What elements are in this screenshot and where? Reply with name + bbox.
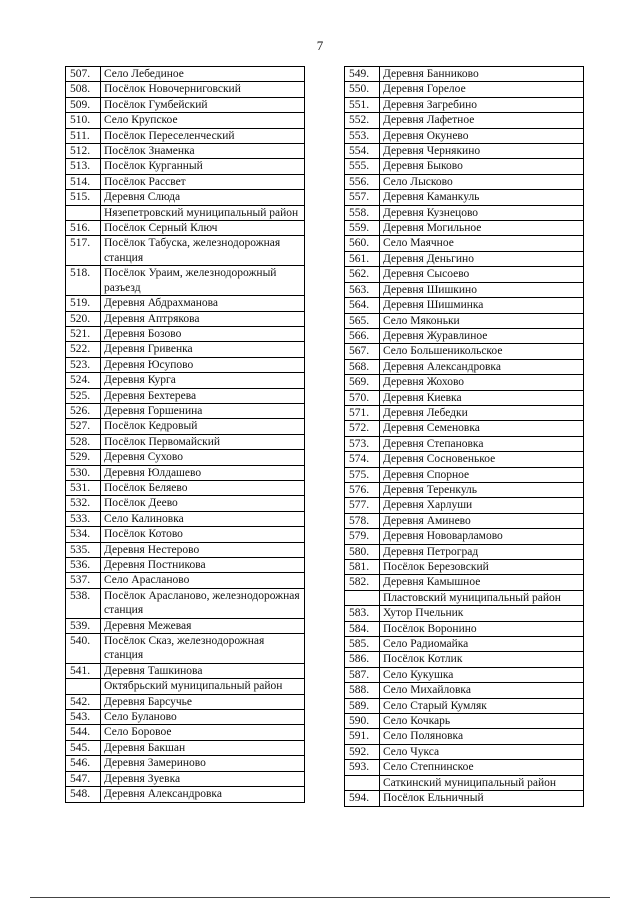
table-row	[66, 190, 305, 205]
settlement-name: Деревня Сухово	[101, 450, 305, 465]
settlement-name: Село Лебединое	[101, 67, 305, 82]
table-row	[66, 113, 305, 128]
settlement-name: Деревня Бозово	[101, 326, 305, 341]
settlement-name: Деревня Камышное	[380, 575, 584, 590]
settlement-name: Хутор Пчельник	[380, 606, 584, 621]
row-number: 540.	[66, 634, 101, 664]
table-row	[66, 388, 305, 403]
settlement-name: Посёлок Беляево	[101, 480, 305, 495]
table-row	[66, 787, 305, 802]
table-row	[66, 588, 305, 618]
row-number: 512.	[66, 144, 101, 159]
table-row	[66, 159, 305, 174]
row-number: 561.	[345, 251, 380, 266]
settlements-table-left	[65, 66, 305, 803]
row-number: 524.	[66, 373, 101, 388]
settlement-name: Деревня Кузнецово	[380, 205, 584, 220]
settlement-name: Село Чукса	[380, 744, 584, 759]
table-row	[345, 159, 584, 174]
row-number: 552.	[345, 113, 380, 128]
row-number: 510.	[66, 113, 101, 128]
table-row	[66, 663, 305, 678]
settlement-name: Деревня Окунево	[380, 128, 584, 143]
table-row	[66, 527, 305, 542]
settlement-name: Деревня Замериново	[101, 756, 305, 771]
row-number	[345, 775, 380, 790]
row-number: 558.	[345, 205, 380, 220]
row-number: 534.	[66, 527, 101, 542]
table-row	[345, 267, 584, 282]
table-row	[345, 452, 584, 467]
row-number: 581.	[345, 560, 380, 575]
row-number: 578.	[345, 513, 380, 528]
row-number: 520.	[66, 311, 101, 326]
settlement-name: Деревня Шишминка	[380, 298, 584, 313]
row-number: 574.	[345, 452, 380, 467]
row-number: 556.	[345, 174, 380, 189]
table-row	[345, 760, 584, 775]
row-number: 519.	[66, 296, 101, 311]
settlement-name: Деревня Аптрякова	[101, 311, 305, 326]
settlement-name: Деревня Юсупово	[101, 357, 305, 372]
settlement-name: Деревня Абдрахманова	[101, 296, 305, 311]
settlement-name: Село Старый Кумляк	[380, 698, 584, 713]
table-row	[345, 560, 584, 575]
table-row	[345, 436, 584, 451]
settlement-name: Посёлок Ельничный	[380, 791, 584, 806]
row-number: 566.	[345, 328, 380, 343]
row-number: 539.	[66, 618, 101, 633]
settlement-name: Село Калиновка	[101, 511, 305, 526]
page-bottom-rule	[30, 897, 610, 898]
table-row	[66, 419, 305, 434]
settlement-name: Село Радиомайка	[380, 637, 584, 652]
settlement-name: Деревня Спорное	[380, 467, 584, 482]
row-number: 562.	[345, 267, 380, 282]
district-header-row	[66, 205, 305, 220]
row-number: 593.	[345, 760, 380, 775]
settlement-name: Деревня Петроград	[380, 544, 584, 559]
row-number: 591.	[345, 729, 380, 744]
row-number: 523.	[66, 357, 101, 372]
table-row	[345, 421, 584, 436]
table-row	[66, 710, 305, 725]
table-row	[345, 144, 584, 159]
settlement-name: Посёлок Гумбейский	[101, 97, 305, 112]
table-row	[345, 667, 584, 682]
settlement-name: Посёлок Новочерниговский	[101, 82, 305, 97]
table-row	[66, 144, 305, 159]
settlement-name: Деревня Харлуши	[380, 498, 584, 513]
settlement-name: Посёлок Кедровый	[101, 419, 305, 434]
settlement-name: Деревня Могильное	[380, 221, 584, 236]
row-number: 509.	[66, 97, 101, 112]
table-row	[345, 791, 584, 806]
settlement-name: Посёлок Табуска, железнодорожная станция	[101, 236, 305, 266]
row-number: 563.	[345, 282, 380, 297]
row-number: 583.	[345, 606, 380, 621]
row-number: 553.	[345, 128, 380, 143]
district-name: Октябрьский муниципальный район	[101, 679, 305, 694]
settlement-name: Деревня Юлдашево	[101, 465, 305, 480]
table-row	[345, 97, 584, 112]
row-number: 542.	[66, 694, 101, 709]
settlement-name: Посёлок Котлик	[380, 652, 584, 667]
settlement-name: Деревня Бакшан	[101, 740, 305, 755]
district-header-row	[345, 590, 584, 605]
row-number: 537.	[66, 573, 101, 588]
table-row	[345, 359, 584, 374]
row-number: 511.	[66, 128, 101, 143]
settlement-name: Деревня Сосновенькое	[380, 452, 584, 467]
settlement-name: Посёлок Березовский	[380, 560, 584, 575]
table-row	[345, 744, 584, 759]
row-number: 546.	[66, 756, 101, 771]
table-row	[345, 313, 584, 328]
table-row	[345, 652, 584, 667]
table-row	[345, 637, 584, 652]
table-row	[66, 174, 305, 189]
row-number: 532.	[66, 496, 101, 511]
table-row	[345, 328, 584, 343]
settlement-name: Деревня Нововарламово	[380, 529, 584, 544]
table-row	[345, 344, 584, 359]
row-number: 531.	[66, 480, 101, 495]
table-row	[345, 174, 584, 189]
settlement-name: Посёлок Переселенческий	[101, 128, 305, 143]
settlement-name: Село Михайловка	[380, 683, 584, 698]
settlement-name: Посёлок Знаменка	[101, 144, 305, 159]
row-number: 547.	[66, 771, 101, 786]
row-number: 544.	[66, 725, 101, 740]
table-row	[66, 296, 305, 311]
settlement-name: Посёлок Сказ, железнодорожная станция	[101, 634, 305, 664]
row-number: 548.	[66, 787, 101, 802]
row-number: 507.	[66, 67, 101, 82]
table-row	[66, 573, 305, 588]
row-number: 592.	[345, 744, 380, 759]
row-number: 516.	[66, 221, 101, 236]
row-number: 567.	[345, 344, 380, 359]
row-number: 515.	[66, 190, 101, 205]
table-row	[345, 375, 584, 390]
settlement-name: Село Большеникольское	[380, 344, 584, 359]
settlement-name: Деревня Александровка	[101, 787, 305, 802]
table-row	[345, 190, 584, 205]
row-number: 577.	[345, 498, 380, 513]
table-row	[66, 511, 305, 526]
settlement-name: Село Крупское	[101, 113, 305, 128]
table-row	[66, 756, 305, 771]
district-name: Нязепетровский муниципальный район	[101, 205, 305, 220]
row-number: 554.	[345, 144, 380, 159]
settlements-table-right	[344, 66, 584, 807]
table-row	[66, 542, 305, 557]
row-number: 589.	[345, 698, 380, 713]
settlement-name: Посёлок Курганный	[101, 159, 305, 174]
table-row	[345, 82, 584, 97]
row-number: 525.	[66, 388, 101, 403]
settlement-name: Село Кукушка	[380, 667, 584, 682]
settlement-name: Село Боровое	[101, 725, 305, 740]
settlement-name: Деревня Горелое	[380, 82, 584, 97]
row-number: 508.	[66, 82, 101, 97]
row-number: 549.	[345, 67, 380, 82]
table-row	[345, 544, 584, 559]
row-number: 572.	[345, 421, 380, 436]
row-number: 586.	[345, 652, 380, 667]
table-row	[345, 221, 584, 236]
table-row	[345, 683, 584, 698]
settlement-name: Село Мяконьки	[380, 313, 584, 328]
row-number: 559.	[345, 221, 380, 236]
settlement-name: Посёлок Первомайский	[101, 434, 305, 449]
table-row	[345, 513, 584, 528]
table-row	[66, 357, 305, 372]
row-number: 517.	[66, 236, 101, 266]
table-row	[66, 221, 305, 236]
row-number: 545.	[66, 740, 101, 755]
table-row	[345, 113, 584, 128]
table-row	[66, 618, 305, 633]
table-row	[66, 740, 305, 755]
settlement-name: Село Буланово	[101, 710, 305, 725]
row-number	[66, 205, 101, 220]
table-row	[345, 575, 584, 590]
settlement-name: Деревня Быково	[380, 159, 584, 174]
table-row	[345, 128, 584, 143]
settlement-name: Посёлок Арасланово, железнодорожная станция	[101, 588, 305, 618]
settlement-name: Деревня Теренкуль	[380, 482, 584, 497]
row-number: 535.	[66, 542, 101, 557]
row-number: 584.	[345, 621, 380, 636]
table-row	[66, 236, 305, 266]
row-number: 582.	[345, 575, 380, 590]
row-number: 568.	[345, 359, 380, 374]
settlement-name: Деревня Шишкино	[380, 282, 584, 297]
settlement-name: Деревня Лебедки	[380, 405, 584, 420]
settlement-name: Село Степнинское	[380, 760, 584, 775]
table-row	[66, 725, 305, 740]
table-row	[66, 82, 305, 97]
table-row	[345, 251, 584, 266]
table-row	[66, 480, 305, 495]
row-number: 550.	[345, 82, 380, 97]
row-number: 538.	[66, 588, 101, 618]
settlement-name: Село Поляновка	[380, 729, 584, 744]
row-number: 533.	[66, 511, 101, 526]
row-number: 543.	[66, 710, 101, 725]
table-row	[66, 496, 305, 511]
table-row	[345, 282, 584, 297]
row-number: 514.	[66, 174, 101, 189]
settlement-name: Село Маячное	[380, 236, 584, 251]
table-row	[345, 236, 584, 251]
row-number: 590.	[345, 714, 380, 729]
settlement-name: Деревня Горшенина	[101, 403, 305, 418]
table-row	[345, 390, 584, 405]
row-number: 570.	[345, 390, 380, 405]
settlement-name: Деревня Чернякино	[380, 144, 584, 159]
settlement-name: Посёлок Воронино	[380, 621, 584, 636]
row-number: 588.	[345, 683, 380, 698]
settlement-name: Деревня Каманкуль	[380, 190, 584, 205]
table-row	[66, 67, 305, 82]
table-row	[66, 326, 305, 341]
settlement-name: Деревня Барсучье	[101, 694, 305, 709]
row-number	[345, 590, 380, 605]
table-row	[66, 694, 305, 709]
settlement-name: Деревня Банниково	[380, 67, 584, 82]
table-row	[345, 405, 584, 420]
table-row	[66, 266, 305, 296]
settlement-name: Деревня Курга	[101, 373, 305, 388]
row-number: 571.	[345, 405, 380, 420]
settlement-name: Деревня Журавлиное	[380, 328, 584, 343]
table-row	[66, 434, 305, 449]
row-number: 587.	[345, 667, 380, 682]
row-number: 527.	[66, 419, 101, 434]
settlement-name: Посёлок Деево	[101, 496, 305, 511]
settlement-name: Село Арасланово	[101, 573, 305, 588]
settlement-name: Посёлок Рассвет	[101, 174, 305, 189]
table-row	[345, 205, 584, 220]
settlement-name: Деревня Гривенка	[101, 342, 305, 357]
row-number	[66, 679, 101, 694]
settlement-name: Деревня Загребино	[380, 97, 584, 112]
table-row	[345, 729, 584, 744]
row-number: 551.	[345, 97, 380, 112]
settlement-name: Деревня Деньгино	[380, 251, 584, 266]
settlement-name: Деревня Жохово	[380, 375, 584, 390]
settlement-name: Посёлок Серный Ключ	[101, 221, 305, 236]
table-row	[345, 498, 584, 513]
row-number: 528.	[66, 434, 101, 449]
settlement-name: Деревня Лафетное	[380, 113, 584, 128]
row-number: 557.	[345, 190, 380, 205]
settlement-name: Деревня Семеновка	[380, 421, 584, 436]
table-row	[345, 621, 584, 636]
settlement-name: Деревня Слюда	[101, 190, 305, 205]
settlement-name: Деревня Нестерово	[101, 542, 305, 557]
settlement-name: Посёлок Котово	[101, 527, 305, 542]
table-row	[345, 467, 584, 482]
settlement-name: Деревня Постникова	[101, 558, 305, 573]
row-number: 555.	[345, 159, 380, 174]
row-number: 530.	[66, 465, 101, 480]
row-number: 585.	[345, 637, 380, 652]
settlement-name: Деревня Бехтерева	[101, 388, 305, 403]
district-header-row	[66, 679, 305, 694]
table-row	[345, 482, 584, 497]
settlement-name: Деревня Александровка	[380, 359, 584, 374]
table-row	[66, 403, 305, 418]
settlement-name: Деревня Аминево	[380, 513, 584, 528]
table-row	[66, 311, 305, 326]
table-row	[66, 771, 305, 786]
row-number: 594.	[345, 791, 380, 806]
row-number: 541.	[66, 663, 101, 678]
district-name: Саткинский муниципальный район	[380, 775, 584, 790]
settlement-name: Деревня Сысоево	[380, 267, 584, 282]
table-row	[345, 298, 584, 313]
table-row	[66, 558, 305, 573]
settlement-name: Деревня Киевка	[380, 390, 584, 405]
settlement-name: Село Лысково	[380, 174, 584, 189]
table-row	[66, 450, 305, 465]
page-number: 7	[316, 38, 324, 53]
table-row	[66, 97, 305, 112]
row-number: 536.	[66, 558, 101, 573]
district-header-row	[345, 775, 584, 790]
row-number: 560.	[345, 236, 380, 251]
table-row	[345, 529, 584, 544]
row-number: 513.	[66, 159, 101, 174]
table-row	[66, 465, 305, 480]
table-row	[66, 634, 305, 664]
table-row	[66, 342, 305, 357]
row-number: 526.	[66, 403, 101, 418]
settlement-name: Деревня Зуевка	[101, 771, 305, 786]
row-number: 564.	[345, 298, 380, 313]
row-number: 579.	[345, 529, 380, 544]
settlement-name: Село Кочкарь	[380, 714, 584, 729]
row-number: 569.	[345, 375, 380, 390]
row-number: 521.	[66, 326, 101, 341]
row-number: 575.	[345, 467, 380, 482]
table-row	[66, 128, 305, 143]
row-number: 529.	[66, 450, 101, 465]
row-number: 518.	[66, 266, 101, 296]
table-row	[345, 714, 584, 729]
row-number: 580.	[345, 544, 380, 559]
settlement-name: Деревня Межевая	[101, 618, 305, 633]
table-row	[345, 698, 584, 713]
settlement-name: Деревня Ташкинова	[101, 663, 305, 678]
row-number: 573.	[345, 436, 380, 451]
table-row	[66, 373, 305, 388]
district-name: Пластовский муниципальный район	[380, 590, 584, 605]
row-number: 565.	[345, 313, 380, 328]
settlement-name: Посёлок Ураим, железнодорожный разъезд	[101, 266, 305, 296]
row-number: 576.	[345, 482, 380, 497]
settlement-name: Деревня Степановка	[380, 436, 584, 451]
row-number: 522.	[66, 342, 101, 357]
table-row	[345, 606, 584, 621]
table-row	[345, 67, 584, 82]
